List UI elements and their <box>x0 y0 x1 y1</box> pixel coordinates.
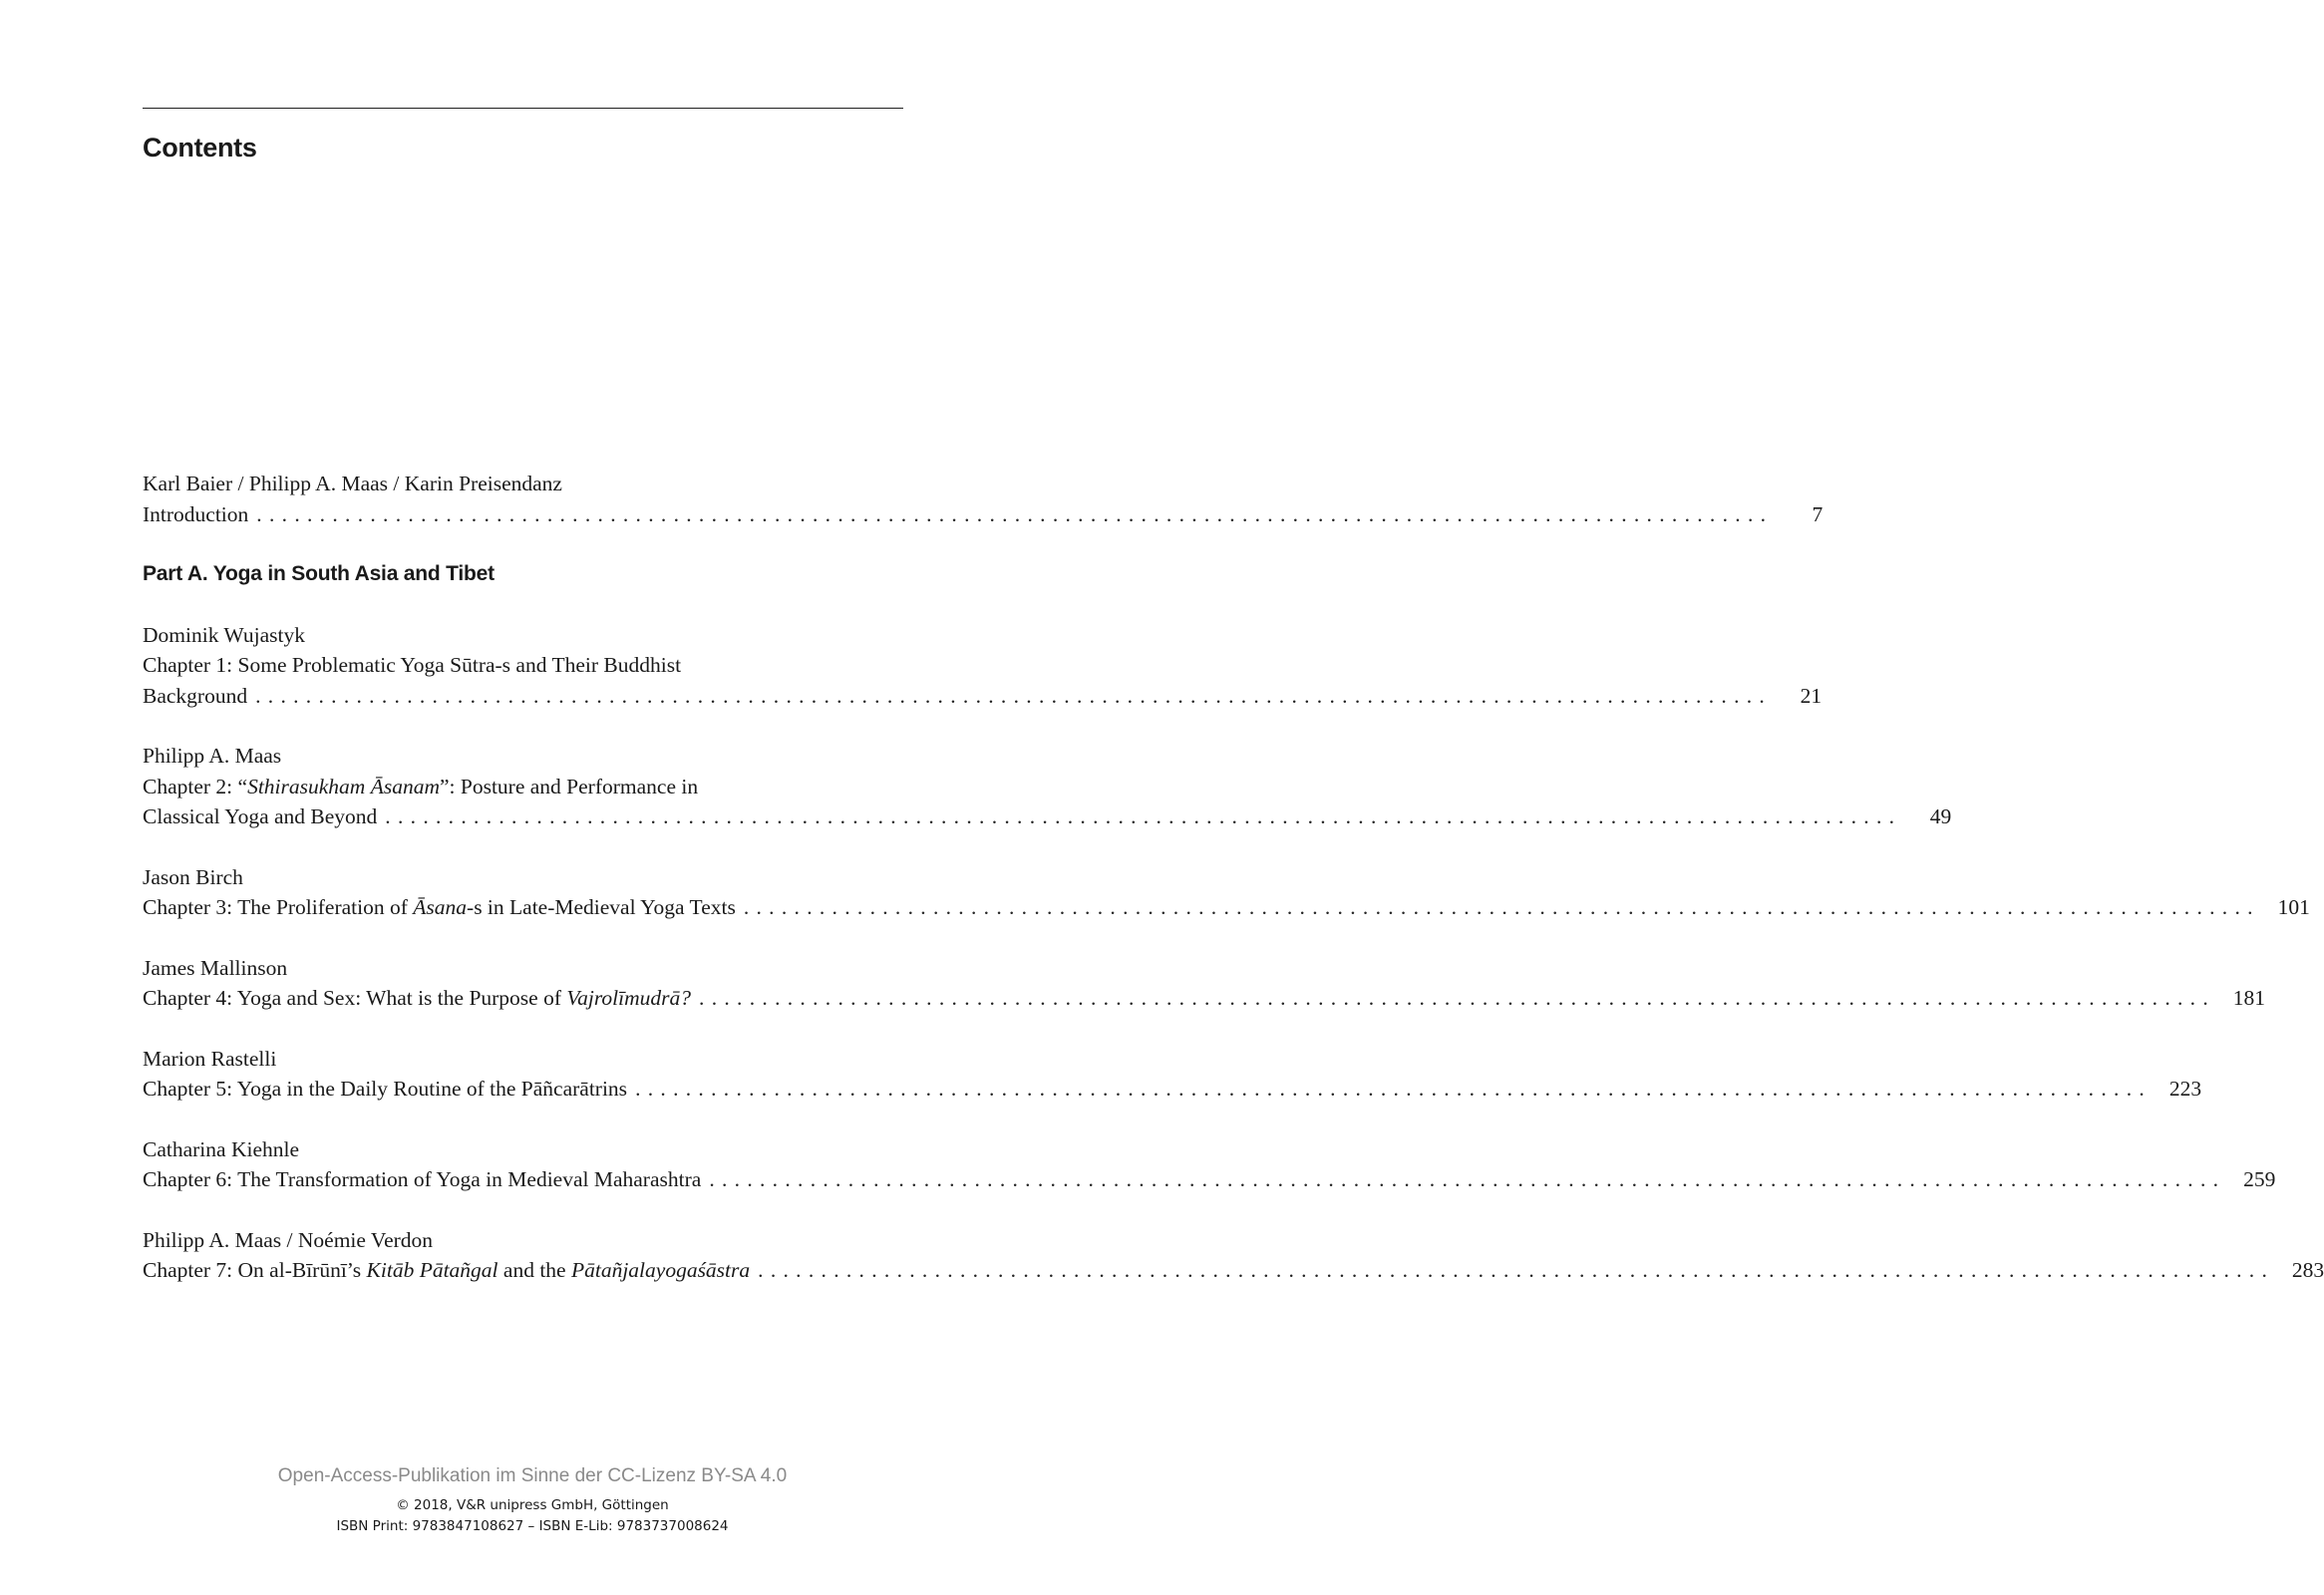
dot-leader: ........................................................................................................................ <box>256 501 1774 526</box>
page-number: 101 <box>2277 895 2310 919</box>
page-number: 259 <box>2243 1167 2276 1191</box>
intro-authors: Karl Baier / Philipp A. Maas / Karin Preisendanz <box>143 472 562 495</box>
entry-title: Classical Yoga and Beyond <box>143 804 378 828</box>
entry-title: Introduction <box>143 501 249 526</box>
dot-leader: ........................................................................................................................ <box>699 986 2216 1010</box>
chapter-author: James Mallinson <box>143 955 288 980</box>
entry-title: Chapter 6: The Transformation of Yoga in Medieval Maharashtra <box>143 1167 702 1191</box>
page-number: 21 <box>1800 683 1823 708</box>
page-number: 181 <box>2232 986 2266 1010</box>
toc-entry-chapter-5[interactable] <box>143 1074 2202 1105</box>
open-access-notice: Open-Access-Publikation im Sinne der CC-Lizenz BY-SA 4.0 <box>277 1465 788 1486</box>
chapter-author: Catharina Kiehnle <box>143 1136 300 1161</box>
part-heading: Part A. Yoga in South Asia and Tibet <box>143 562 495 585</box>
chapter-author: Marion Rastelli <box>143 1046 277 1071</box>
toc-entry-chapter-3[interactable] <box>143 892 2310 923</box>
dot-leader: ........................................................................................................................ <box>709 1167 2226 1191</box>
copyright-line: © 2018, V&R unipress GmbH, Göttingen <box>396 1497 669 1513</box>
chapter-title-line: Chapter 2: “Sthirasukham Āsanam”: Posture and Performance in <box>143 774 699 798</box>
chapter-author: Philipp A. Maas <box>143 744 282 768</box>
toc-entry-chapter-6[interactable] <box>143 1164 2276 1195</box>
page-number: 223 <box>2168 1077 2202 1101</box>
page-number: 49 <box>1929 804 1952 828</box>
header-rule <box>143 108 903 109</box>
chapter-author: Dominik Wujastyk <box>143 622 305 647</box>
dot-leader: ........................................................................................................................ <box>743 895 2260 919</box>
entry-title: Chapter 5: Yoga in the Daily Routine of the Pāñcarātrins <box>143 1077 628 1101</box>
chapter-author: Philipp A. Maas / Noémie Verdon <box>143 1227 434 1252</box>
toc-entry-chapter-7[interactable] <box>143 1255 2324 1286</box>
page-title: Contents <box>143 133 257 162</box>
chapter-author: Jason Birch <box>143 864 243 889</box>
toc-entry-chapter-1[interactable] <box>143 681 1823 712</box>
toc-entry-introduction[interactable] <box>143 499 1824 530</box>
dot-leader: ........................................................................................................................ <box>758 1258 2275 1282</box>
page-number: 7 <box>1812 501 1824 526</box>
dot-leader: ........................................................................................................................ <box>635 1077 2153 1101</box>
table-of-contents <box>143 469 2324 1286</box>
entry-title: Chapter 3: The Proliferation of Āsana-s in Late-Medieval Yoga Texts <box>143 895 736 919</box>
toc-entry-chapter-4[interactable] <box>143 983 2266 1014</box>
chapter-title-line: Chapter 1: Some Problematic Yoga Sūtra-s and Their Buddhist <box>143 653 682 677</box>
toc-entry-chapter-2[interactable] <box>143 801 1952 832</box>
page-number: 283 <box>2291 1258 2324 1282</box>
entry-title: Chapter 7: On al-Bīrūnī’s Kitāb Pātañgal and the Pātañjalayogaśāstra <box>143 1258 751 1282</box>
dot-leader: ........................................................................................................................ <box>385 804 1902 828</box>
entry-title: Background <box>143 683 248 708</box>
isbn-line: ISBN Print: 9783847108627 – ISBN E-Lib: 9783737008624 <box>336 1518 729 1534</box>
dot-leader: ........................................................................................................................ <box>255 683 1773 708</box>
entry-title: Chapter 4: Yoga and Sex: What is the Purpose of Vajrolīmudrā? <box>143 986 692 1010</box>
